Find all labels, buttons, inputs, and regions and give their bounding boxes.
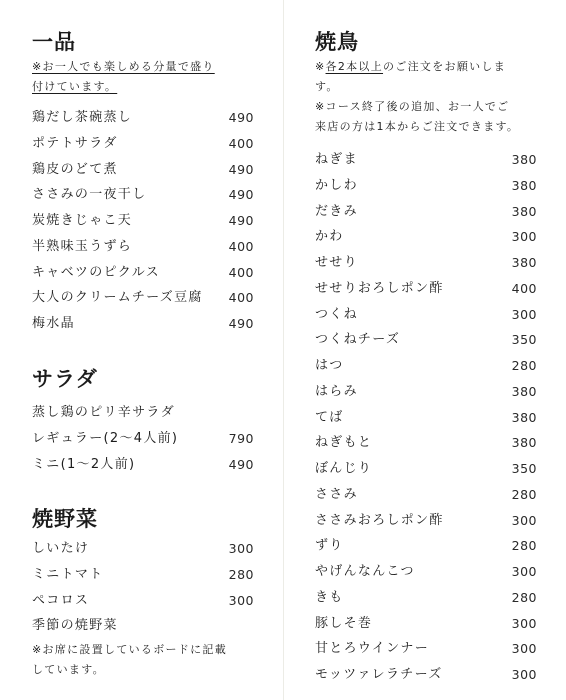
yasai-note [32,640,227,680]
yakitori-menu-row [315,562,537,582]
salad-option-row [32,455,254,475]
yakitori-menu-row [315,614,537,634]
ippin-menu-row [32,134,254,154]
menu-item-name: 半熟味玉うずら [32,238,133,254]
yakitori-menu-row [315,202,537,222]
yakitori-note-line: す。 [315,80,339,93]
ippin-note-line: 付けています。 [32,80,118,93]
yakitori-menu-row [315,279,537,299]
menu-item-name: ぼんじり [315,461,373,476]
menu-item-price: 400 [228,238,254,254]
salad-item-name: 蒸し鶏のピリ辛サラダ [32,405,175,420]
menu-item-price: 380 [511,255,537,270]
yakitori-menu-row [315,330,537,350]
yakitori-menu-row [315,408,537,428]
ippin-heading: 一品 [32,30,76,54]
menu-item-price: 490 [228,110,254,125]
menu-item-price: 400 [228,135,254,151]
menu-item-name: ペコロス [32,592,90,608]
menu-item-name: ささみおろしポン酢 [315,512,444,528]
menu-item-price: 380 [511,409,537,425]
ippin-menu-row [32,160,254,180]
ippin-menu-row [32,108,254,128]
note-rest: のご注文をお願いしま [383,60,507,73]
menu-item-name: ミニトマト [32,566,104,582]
menu-item-price: 490 [228,187,254,203]
yakitori-menu-row [315,305,537,325]
menu-item-price: 300 [511,306,537,322]
menu-item-price: 350 [511,461,537,476]
menu-item-name: せせりおろしポン酢 [315,280,444,296]
yakitori-note-line: ※コース終了後の追加、お一人でご [315,100,510,113]
ippin-menu-row [32,211,254,231]
menu-item-price: 790 [228,431,254,446]
menu-item-name: かわ [315,229,344,245]
menu-item-price: 300 [228,592,254,608]
menu-item-name: てば [315,409,344,425]
menu-item-price: 280 [511,358,537,373]
menu-item-price: 300 [511,667,537,682]
yakitori-menu-row [315,485,537,505]
menu-item-price: 300 [511,512,537,528]
yasai-menu-row [32,565,254,585]
menu-item-name: きも [315,589,344,605]
menu-item-name: 炭焼きじゃこ天 [32,213,133,228]
menu-item-price: 280 [511,589,537,605]
menu-item-name: つくね [315,306,358,322]
menu-item-name: ポテトサラダ [32,135,118,151]
menu-item-name: ささみ [315,486,358,502]
menu-item-price: 380 [511,203,537,219]
menu-item-price: 300 [511,615,537,631]
column-divider [283,0,284,700]
ippin-menu-row [32,237,254,257]
yakitori-menu-row [315,356,537,376]
menu-item-price: 300 [511,641,537,657]
menu-item-price: 300 [511,564,537,579]
menu-item-price: 400 [228,290,254,306]
yakitori-heading: 焼鳥 [315,30,359,54]
menu-item-price: 380 [511,435,537,451]
menu-item-price: 490 [228,161,254,177]
menu-item-price: 380 [511,383,537,399]
menu-item-price: 350 [511,332,537,348]
menu-item-name: ねぎもと [315,435,373,451]
menu-item-name: 甘とろウインナー [315,641,430,657]
menu-item-price: 400 [228,264,254,280]
yakitori-menu-row [315,588,537,608]
menu-item-price: 400 [511,280,537,296]
yakitori-note [315,57,519,137]
ippin-note [32,57,215,97]
menu-item-name: レギュラー(2〜4人前) [32,431,179,446]
yakitori-menu-row [315,511,537,531]
menu-item-price: 380 [511,177,537,193]
yakitori-menu-row [315,433,537,453]
yasai-note-line: しています。 [32,663,105,676]
yakitori-menu-row [315,665,537,685]
menu-item-name: かしわ [315,177,358,193]
menu-item-name: ささみの一夜干し [32,187,147,203]
menu-item-name: キャベツのピクルス [32,264,160,280]
menu-item-price: 300 [228,541,254,556]
yasai-menu-row [32,616,254,636]
menu-item-name: 梅水晶 [32,316,75,331]
menu-item-name: しいたけ [32,541,90,556]
menu-item-name: 鶏皮のどて煮 [32,161,118,177]
yakitori-menu-row [315,382,537,402]
menu-item-name: ねぎま [315,152,358,167]
menu-item-name: だきみ [315,203,358,219]
menu-item-name: モッツァレラチーズ [315,667,443,682]
menu-item-price: 380 [511,152,537,167]
menu-item-name: 豚しそ巻 [315,615,373,631]
yasai-note-line: ※お席に設置しているボードに記載 [32,643,228,656]
yasai-heading: 焼野菜 [32,507,98,531]
menu-item-price: 300 [511,229,537,245]
yakitori-menu-row [315,176,537,196]
salad-heading: サラダ [32,367,98,391]
note-underlined: 各2本以上 [325,60,384,73]
ippin-menu-row [32,185,254,205]
menu-item-name: つくねチーズ [315,332,401,348]
menu-item-name: やげんなんこつ [315,564,415,579]
yakitori-menu-row [315,459,537,479]
menu-item-name: 季節の焼野菜 [32,618,118,634]
menu-item-price: 280 [228,566,254,582]
menu-item-price: 280 [511,486,537,502]
ippin-menu-row [32,288,254,308]
menu-item-name: せせり [315,255,358,270]
menu-item-price: 490 [228,213,254,228]
menu-item-price: 490 [228,456,254,472]
menu-item-name: はらみ [315,383,358,399]
menu-item-name: ずり [315,538,344,554]
yakitori-note-line: ※各2本以上のご注文をお願いしま [315,60,507,73]
yakitori-menu-row [315,253,537,273]
salad-option-row [32,429,254,449]
yakitori-menu-row [315,536,537,556]
ippin-menu-row [32,263,254,283]
ippin-note-line: ※お一人でも楽しめる分量で盛り [32,60,215,73]
ippin-menu-row [32,314,254,334]
yasai-menu-row [32,539,254,559]
yasai-menu-row [32,591,254,611]
menu-item-name: ミニ(1〜2人前) [32,456,136,472]
menu-item-name: 大人のクリームチーズ豆腐 [32,290,203,306]
menu-item-name: 鶏だし茶碗蒸し [32,110,133,125]
yakitori-menu-row [315,639,537,659]
yakitori-menu-row [315,227,537,247]
menu-item-name: はつ [315,358,344,373]
yakitori-menu-row [315,150,537,170]
menu-item-price: 490 [228,316,254,331]
menu-item-price: 280 [511,538,537,554]
yakitori-note-line: 来店の方は1本からご注文できます。 [315,120,520,133]
